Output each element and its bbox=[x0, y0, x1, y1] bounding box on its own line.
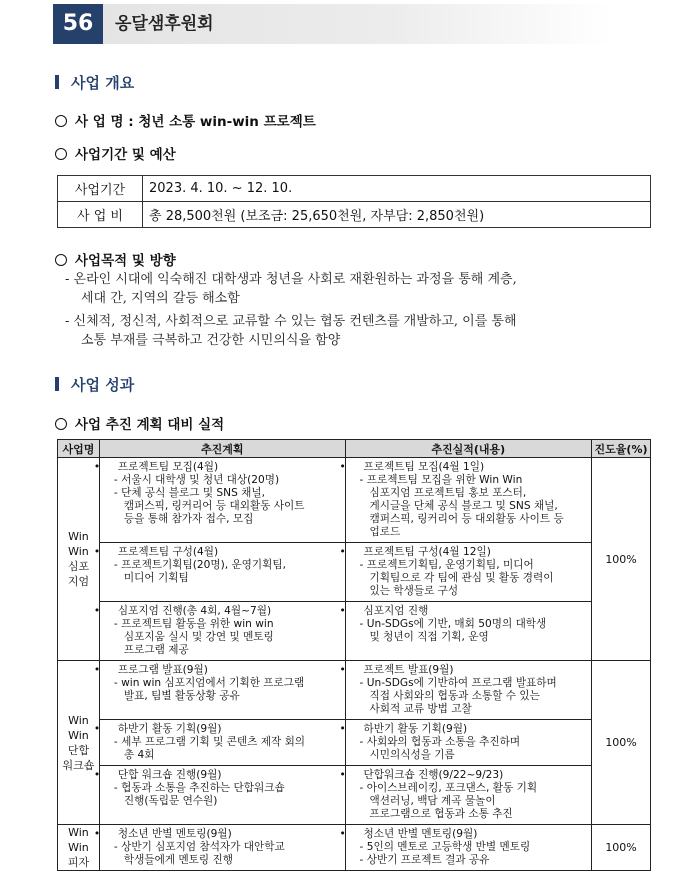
bullet-item bbox=[93, 605, 341, 618]
project-name-line: 지엄 bbox=[67, 575, 90, 588]
bullet-text: 심포지엄 진행(총 4회, 4월~7월) bbox=[117, 605, 272, 617]
detail-line: 게시글을 단체 공식 블로그 및 SNS 채널, bbox=[369, 500, 558, 512]
project-name-line: 피자 bbox=[67, 856, 90, 869]
table-row bbox=[58, 720, 651, 766]
table-row bbox=[58, 202, 651, 228]
project-name-line: Win bbox=[68, 530, 89, 543]
bullet-icon: • bbox=[93, 664, 101, 676]
bullet-item bbox=[339, 828, 588, 841]
table-header-row bbox=[58, 440, 651, 458]
project-name-line: Win bbox=[68, 841, 89, 854]
project-name-line: 심포 bbox=[67, 560, 90, 573]
bullet-icon: • bbox=[339, 461, 346, 473]
table-row bbox=[58, 766, 651, 825]
table-row bbox=[58, 661, 651, 720]
bullet-icon: • bbox=[339, 605, 346, 617]
bullet-icon: • bbox=[93, 769, 101, 781]
circle-bullet-icon bbox=[55, 418, 67, 430]
column-header: 추진실적(내용) bbox=[345, 440, 592, 458]
bullet-item bbox=[339, 546, 588, 559]
project-name: 사 업 명 : 청년 소통 win-win 프로젝트 bbox=[55, 110, 316, 130]
bullet-item bbox=[339, 664, 588, 677]
detail-line: 프로그램으로 협동과 소통 추진 bbox=[369, 808, 513, 820]
project-name-line: Win bbox=[68, 545, 89, 558]
bullet-item bbox=[93, 769, 341, 782]
result-cell bbox=[339, 602, 592, 661]
bullet-text: 하반기 활동 기획(9월) bbox=[363, 723, 468, 735]
section-number: 56 bbox=[53, 4, 103, 44]
detail-line: 진행(독립문 연수원) bbox=[123, 795, 218, 807]
detail-line: 심포지엄 프로젝트팀 홍보 포스터, bbox=[369, 487, 527, 499]
heading-bar bbox=[55, 75, 59, 89]
table-row bbox=[58, 825, 651, 871]
detail-line: 발표, 팀별 활동상황 공유 bbox=[123, 690, 240, 702]
detail-line: 심포지움 실시 및 강연 및 멘토링 bbox=[123, 631, 274, 643]
detail-line: - 협동과 소통을 추진하는 단합워크숍 bbox=[113, 782, 285, 794]
detail-line: 시민의식성을 기름 bbox=[369, 749, 455, 761]
organization-title: 옹달샘후원회 bbox=[115, 14, 214, 34]
overview-heading: 사업 개요 bbox=[55, 72, 134, 93]
circle-bullet-icon bbox=[55, 254, 67, 266]
detail-line: 학생들에게 멘토링 진행 bbox=[123, 854, 233, 866]
detail-line: - 상반기 프로젝트 결과 공유 bbox=[359, 854, 490, 866]
detail-line: - 프로젝트팀 모집을 위한 Win Win bbox=[359, 474, 523, 486]
detail-line: - 사회와의 협동과 소통을 추진하며 bbox=[359, 736, 521, 748]
bullet-icon: • bbox=[93, 605, 101, 617]
bullet-text: 단합워크숍 진행(9/22~9/23) bbox=[363, 769, 504, 781]
circle-bullet-icon bbox=[55, 148, 67, 160]
column-header: 사업명 bbox=[58, 440, 100, 458]
bullet-icon: • bbox=[93, 546, 101, 558]
bullet-icon: • bbox=[93, 828, 101, 840]
table-row bbox=[58, 602, 651, 661]
progress-cell: 100% bbox=[592, 661, 651, 825]
detail-line: 프로그램 제공 bbox=[123, 644, 189, 656]
heading-bar bbox=[55, 377, 59, 391]
detail-line: - 서울시 대학생 및 청년 대상(20명) bbox=[113, 474, 280, 486]
detail-line: 캠퍼스픽, 링커리어 등 대외활동 사이트 등 bbox=[369, 513, 564, 525]
plan-cell bbox=[93, 825, 345, 871]
detail-line: 있는 학생들로 구성 bbox=[369, 585, 459, 597]
bullet-item bbox=[93, 546, 341, 559]
bullet-item bbox=[339, 769, 588, 782]
detail-line: 총 4회 bbox=[123, 749, 155, 761]
bullet-icon: • bbox=[339, 723, 346, 735]
purpose-item: - 온라인 시대에 익숙해진 대학생과 청년을 사회로 재환원하는 과정을 통해 계층, 세대 간, 지역의 갈등 해소함 bbox=[65, 272, 517, 306]
bullet-icon: • bbox=[93, 723, 101, 735]
detail-line: - 상반기 심포지엄 참석자가 대안학교 bbox=[113, 841, 285, 853]
result-cell bbox=[339, 543, 592, 602]
detail-line: 액션러닝, 백담 계곡 물놀이 bbox=[369, 795, 496, 807]
detail-line: - win win 심포지엄에서 기획한 프로그램 bbox=[113, 677, 305, 689]
bullet-item bbox=[339, 461, 588, 474]
detail-line: 캠퍼스픽, 링커리어 등 대외활동 사이트 bbox=[123, 500, 305, 512]
bullet-icon: • bbox=[339, 664, 346, 676]
column-header: 추진계획 bbox=[99, 440, 345, 458]
bullet-icon: • bbox=[339, 828, 346, 840]
detail-line: - 단체 공식 블로그 및 SNS 채널, bbox=[113, 487, 266, 499]
detail-line: 미디어 기획팀 bbox=[123, 572, 189, 584]
plan-vs-result-heading: 사업 추진 계획 대비 실적 bbox=[55, 413, 224, 433]
period-budget-table bbox=[57, 175, 651, 228]
period-label: 사업기간 bbox=[58, 176, 143, 202]
plan-cell bbox=[93, 766, 345, 825]
bullet-text: 프로젝트팀 모집(4월 1일) bbox=[363, 461, 485, 473]
bullet-text: 청소년 반별 멘토링(9월) bbox=[117, 828, 232, 840]
bullet-text: 프로젝트팀 구성(4월) bbox=[117, 546, 219, 558]
detail-line: - Un-SDGs에 기반하여 프로그램 발표하며 bbox=[359, 677, 557, 689]
bullet-text: 프로젝트팀 모집(4월) bbox=[117, 461, 219, 473]
bullet-text: 심포지엄 진행 bbox=[363, 605, 429, 617]
bullet-item bbox=[93, 664, 341, 677]
budget-value: 총 28,500천원 (보조금: 25,650천원, 자부담: 2,850천원) bbox=[143, 202, 651, 228]
bullet-icon: • bbox=[93, 461, 101, 473]
bullet-text: 프로젝트팀 구성(4월 12일) bbox=[363, 546, 491, 558]
project-name-line: Win bbox=[68, 826, 89, 839]
result-cell bbox=[339, 766, 592, 825]
bullet-text: 단합 워크숍 진행(9월) bbox=[117, 769, 222, 781]
detail-line: - 프로젝트기획팀(20명), 운영기획팀, bbox=[113, 559, 286, 571]
bullet-item bbox=[339, 605, 588, 618]
result-cell bbox=[339, 825, 592, 871]
result-cell bbox=[339, 458, 592, 543]
period-budget-heading: 사업기간 및 예산 bbox=[55, 143, 176, 163]
plan-cell bbox=[93, 543, 345, 602]
plan-cell bbox=[93, 720, 345, 766]
bullet-text: 프로그램 발표(9월) bbox=[117, 664, 208, 676]
section-header bbox=[53, 4, 613, 44]
project-name-line: Win bbox=[68, 713, 89, 727]
detail-line: 기획팀으로 각 팀에 관심 및 활동 경력이 bbox=[369, 572, 554, 584]
detail-line: 등을 통해 참가자 접수, 모집 bbox=[123, 513, 254, 525]
project-name-line: Win bbox=[68, 728, 89, 742]
plan-cell bbox=[93, 661, 345, 720]
table-row bbox=[58, 176, 651, 202]
budget-label: 사 업 비 bbox=[58, 202, 143, 228]
detail-line: - 프로젝트기획팀, 운영기획팀, 미디어 bbox=[359, 559, 534, 571]
bullet-text: 청소년 반별 멘토링(9월) bbox=[363, 828, 478, 840]
bullet-icon: • bbox=[339, 546, 346, 558]
bullet-icon: • bbox=[339, 769, 346, 781]
result-cell bbox=[339, 661, 592, 720]
results-heading: 사업 성과 bbox=[55, 374, 134, 395]
table-row bbox=[58, 543, 651, 602]
project-name-cell bbox=[58, 661, 100, 825]
project-name-line: 단합 bbox=[67, 743, 90, 757]
bullet-item bbox=[93, 828, 341, 841]
bullet-text: 하반기 활동 기획(9월) bbox=[117, 723, 222, 735]
project-name-cell bbox=[58, 458, 100, 661]
bullet-item bbox=[93, 461, 341, 474]
detail-line: - 5인의 멘토로 고등학생 반별 멘토링 bbox=[359, 841, 531, 853]
bullet-item bbox=[339, 723, 588, 736]
bullet-item bbox=[93, 723, 341, 736]
result-cell bbox=[339, 720, 592, 766]
detail-line: 사회적 교류 방법 고찰 bbox=[369, 703, 472, 715]
plan-vs-result-table bbox=[57, 439, 651, 871]
detail-line: 업로드 bbox=[369, 526, 401, 538]
purpose-heading: 사업목적 및 방향 bbox=[55, 249, 176, 269]
column-header: 진도율(%) bbox=[592, 440, 651, 458]
detail-line: 및 청년이 직접 기획, 운영 bbox=[369, 631, 489, 643]
progress-cell: 100% bbox=[592, 458, 651, 661]
plan-cell bbox=[93, 602, 345, 661]
detail-line: - 프로젝트팀 활동을 위한 win win bbox=[113, 618, 274, 630]
detail-line: 직접 사회와의 협동과 소통할 수 있는 bbox=[369, 690, 540, 702]
detail-line: - 아이스브레이킹, 포크댄스, 활동 기획 bbox=[359, 782, 538, 794]
project-name-line: 워크숍 bbox=[62, 758, 95, 772]
progress-cell: 100% bbox=[592, 825, 651, 871]
period-value: 2023. 4. 10. ~ 12. 10. bbox=[143, 176, 651, 202]
detail-line: - 세부 프로그램 기획 및 콘텐츠 제작 회의 bbox=[113, 736, 306, 748]
plan-cell bbox=[93, 458, 345, 543]
bullet-text: 프로젝트 발표(9월) bbox=[363, 664, 454, 676]
circle-bullet-icon bbox=[55, 115, 67, 127]
detail-line: - Un-SDGs에 기반, 매회 50명의 대학생 bbox=[359, 618, 547, 630]
purpose-item: - 신체적, 정신적, 사회적으로 교류할 수 있는 협동 컨텐츠를 개발하고, 이를 통해 소통 부재를 극복하고 건강한 시민의식을 함양 bbox=[65, 314, 517, 348]
table-row bbox=[58, 458, 651, 543]
